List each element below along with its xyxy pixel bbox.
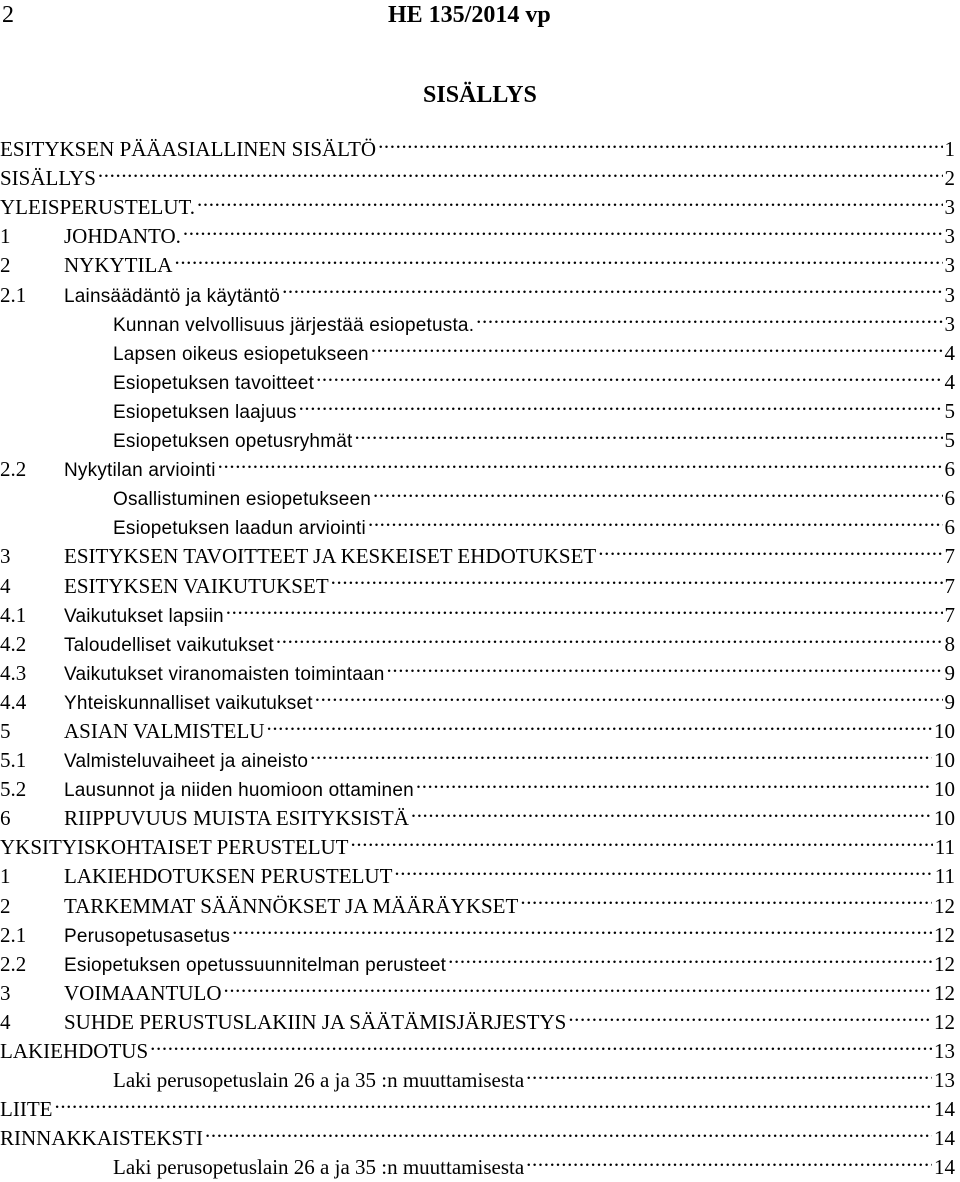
toc-dot-leader — [394, 854, 932, 883]
toc-entry-number: 2.2 — [0, 951, 27, 976]
toc-entry-number: 4 — [0, 1009, 11, 1034]
toc-dot-leader — [568, 1000, 932, 1029]
toc-entry-title: Esiopetuksen opetusryhmät — [113, 431, 353, 453]
toc-dot-leader — [448, 942, 932, 971]
toc-entry-title: LIITE — [0, 1097, 53, 1122]
toc-dot-leader — [299, 389, 943, 418]
toc-dot-leader — [411, 796, 932, 825]
toc-dot-leader — [54, 1087, 932, 1116]
toc-entry-title: ESITYKSEN TAVOITTEET JA KESKEISET EHDOTUKSET — [64, 544, 597, 569]
document-id: HE 135/2014 vp — [388, 2, 551, 28]
toc-dot-leader — [331, 563, 943, 592]
toc-entry-number: 1 — [0, 224, 11, 249]
toc-entry-number: 6 — [0, 806, 11, 831]
toc-entry-title: Lainsäädäntö ja käytäntö — [64, 285, 281, 307]
table-of-contents — [0, 127, 955, 1180]
toc-dot-leader — [316, 360, 942, 389]
toc-entry-title: Laki perusopetuslain 26 a ja 35 :n muuttamisesta — [113, 1155, 525, 1180]
toc-entry-number: 4.2 — [0, 631, 27, 656]
toc-entry-page: 9 — [944, 689, 955, 714]
toc-entry-number: 2.1 — [0, 282, 27, 307]
toc-entry-title: Esiopetuksen tavoitteet — [113, 372, 315, 394]
toc-entry-number: 1 — [0, 864, 11, 889]
toc-entry-page: 7 — [944, 602, 955, 627]
toc-entry-page: 14 — [934, 1097, 955, 1122]
toc-entry-title: SUHDE PERUSTUSLAKIIN JA SÄÄTÄMISJÄRJESTYS — [64, 1009, 567, 1034]
toc-entry-title: SISÄLLYS — [0, 166, 96, 191]
toc-entry-page: 8 — [944, 631, 955, 656]
toc-entry-title: LAKIEHDOTUS — [0, 1039, 149, 1063]
toc-entry-page: 12 — [934, 893, 955, 918]
toc-dot-leader — [266, 709, 932, 738]
toc-entry-number: 2 — [0, 253, 11, 278]
toc-entry-title: ESITYKSEN VAIKUTUKSET — [64, 573, 329, 598]
toc-entry[interactable] — [0, 185, 955, 220]
toc-entry-page: 12 — [934, 980, 955, 1005]
toc-entry-page: 2 — [944, 166, 955, 191]
toc-entry-number: 3 — [0, 544, 11, 569]
toc-entry-number: 4.1 — [0, 602, 27, 627]
toc-dot-leader — [416, 767, 932, 796]
toc-entry-page: 6 — [944, 486, 955, 511]
toc-entry-page: 3 — [944, 282, 955, 307]
toc-entry-page: 4 — [944, 340, 955, 365]
toc-entry-number: 2 — [0, 893, 11, 918]
toc-entry-number: 4.3 — [0, 660, 27, 685]
toc-dot-leader — [354, 418, 942, 447]
toc-entry-page: 12 — [934, 951, 955, 976]
toc-entry-page: 3 — [944, 253, 955, 278]
toc-dot-leader — [368, 505, 943, 534]
toc-entry-number: 4.4 — [0, 689, 27, 714]
toc-entry-title: YLEISPERUSTELUT. — [0, 195, 196, 220]
toc-dot-leader — [276, 622, 943, 651]
toc-entry-page: 1 — [944, 137, 955, 162]
toc-entry-number: 5.1 — [0, 748, 27, 773]
toc-entry-title: ASIAN VALMISTELU — [64, 718, 265, 743]
toc-entry-title: Esiopetuksen laadun arviointi — [113, 518, 366, 540]
toc-entry[interactable] — [0, 1116, 955, 1151]
toc-entry-number: 2.1 — [0, 922, 27, 947]
toc-dot-leader — [526, 1145, 932, 1174]
toc-entry-title: RIIPPUVUUS MUISTA ESITYKSISTÄ — [64, 806, 409, 831]
toc-entry-page: 5 — [944, 428, 955, 453]
toc-entry-number: 3 — [0, 980, 11, 1005]
toc-entry[interactable] — [0, 1087, 955, 1122]
toc-entry-title: Nykytilan arviointi — [64, 460, 216, 482]
toc-entry-title: Vaikutukset lapsiin — [64, 605, 224, 627]
toc-entry-page: 13 — [934, 1039, 955, 1063]
toc-entry[interactable] — [0, 127, 955, 162]
toc-entry-title: Laki perusopetuslain 26 a ja 35 :n muuttamisesta — [113, 1068, 525, 1093]
toc-entry-number: 5.2 — [0, 777, 27, 802]
toc-entry-page: 10 — [934, 718, 955, 743]
toc-dot-leader — [183, 214, 943, 243]
toc-entry-page: 10 — [934, 777, 955, 802]
toc-dot-leader — [315, 680, 943, 709]
toc-entry-title: Lausunnot ja niiden huomioon ottaminen — [64, 780, 414, 802]
toc-entry-page: 6 — [944, 515, 955, 540]
toc-dot-leader — [526, 1058, 932, 1087]
toc-dot-leader — [226, 593, 943, 622]
toc-entry-page: 10 — [934, 748, 955, 773]
toc-entry-page: 11 — [934, 864, 955, 889]
toc-dot-leader — [371, 331, 943, 360]
toc-dot-leader — [205, 1116, 932, 1145]
toc-entry-page: 9 — [944, 660, 955, 685]
toc-dot-leader — [520, 883, 932, 912]
toc-dot-leader — [351, 825, 933, 854]
page-number: 2 — [2, 2, 14, 28]
toc-entry-title: YKSITYISKOHTAISET PERUSTELUT — [0, 835, 349, 860]
toc-entry-title: Lapsen oikeus esiopetukseen — [113, 343, 369, 365]
toc-entry-page: 13 — [934, 1068, 955, 1093]
toc-entry-page: 14 — [934, 1155, 955, 1180]
toc-title: SISÄLLYS — [423, 82, 537, 108]
toc-entry-title: Esiopetuksen opetussuunnitelman perusteet — [64, 954, 447, 976]
toc-entry-page: 14 — [934, 1126, 955, 1151]
toc-entry-number: 2.2 — [0, 457, 27, 482]
toc-entry-number: 4 — [0, 573, 11, 598]
toc-dot-leader — [232, 913, 932, 942]
toc-dot-leader — [98, 156, 943, 185]
toc-dot-leader — [150, 1029, 932, 1058]
toc-entry-page: 7 — [944, 544, 955, 569]
toc-entry-title: Vaikutukset viranomaisten toimintaan — [64, 663, 385, 685]
toc-entry-title: Valmisteluvaiheet ja aineisto — [64, 751, 309, 773]
toc-entry-title: Kunnan velvollisuus järjestää esiopetusta. — [113, 314, 475, 336]
toc-entry-title: Taloudelliset vaikutukset — [64, 634, 274, 656]
toc-entry-title: TARKEMMAT SÄÄNNÖKSET JA MÄÄRÄYKSET — [64, 893, 519, 918]
toc-entry-title: Perusopetusasetus — [64, 925, 231, 947]
toc-entry-page: 4 — [944, 369, 955, 394]
toc-dot-leader — [378, 127, 942, 156]
toc-dot-leader — [310, 738, 932, 767]
toc-entry-page: 5 — [944, 398, 955, 423]
toc-entry-title: NYKYTILA — [64, 253, 173, 278]
toc-entry-title: JOHDANTO. — [64, 224, 181, 249]
toc-entry[interactable] — [0, 156, 955, 191]
toc-entry-page: 3 — [944, 224, 955, 249]
toc-dot-leader — [223, 971, 932, 1000]
toc-entry-title: RINNAKKAISTEKSTI — [0, 1126, 203, 1151]
toc-entry-page: 10 — [934, 806, 955, 831]
toc-dot-leader — [197, 185, 942, 214]
toc-entry-title: Esiopetuksen laajuus — [113, 401, 297, 423]
toc-entry-title: Yhteiskunnalliset vaikutukset — [64, 692, 313, 714]
toc-entry-title: LAKIEHDOTUKSEN PERUSTELUT — [64, 864, 393, 889]
toc-entry-page: 7 — [944, 573, 955, 598]
toc-entry-title: ESITYKSEN PÄÄASIALLINEN SISÄLTÖ — [0, 137, 377, 162]
toc-dot-leader — [373, 476, 942, 505]
toc-entry-page: 3 — [944, 311, 955, 336]
toc-dot-leader — [476, 302, 942, 331]
toc-dot-leader — [282, 272, 942, 301]
toc-entry-page: 3 — [944, 195, 955, 220]
toc-entry-title: Osallistuminen esiopetukseen — [113, 489, 372, 511]
toc-entry-page: 12 — [934, 922, 955, 947]
toc-dot-leader — [387, 651, 943, 680]
toc-entry-page: 11 — [934, 835, 955, 860]
toc-entry-title: VOIMAANTULO — [64, 980, 222, 1005]
toc-dot-leader — [218, 447, 943, 476]
toc-entry-number: 5 — [0, 718, 11, 743]
toc-entry-page: 12 — [934, 1009, 955, 1034]
toc-dot-leader — [174, 243, 942, 272]
toc-dot-leader — [598, 534, 942, 563]
toc-entry-page: 6 — [944, 457, 955, 482]
